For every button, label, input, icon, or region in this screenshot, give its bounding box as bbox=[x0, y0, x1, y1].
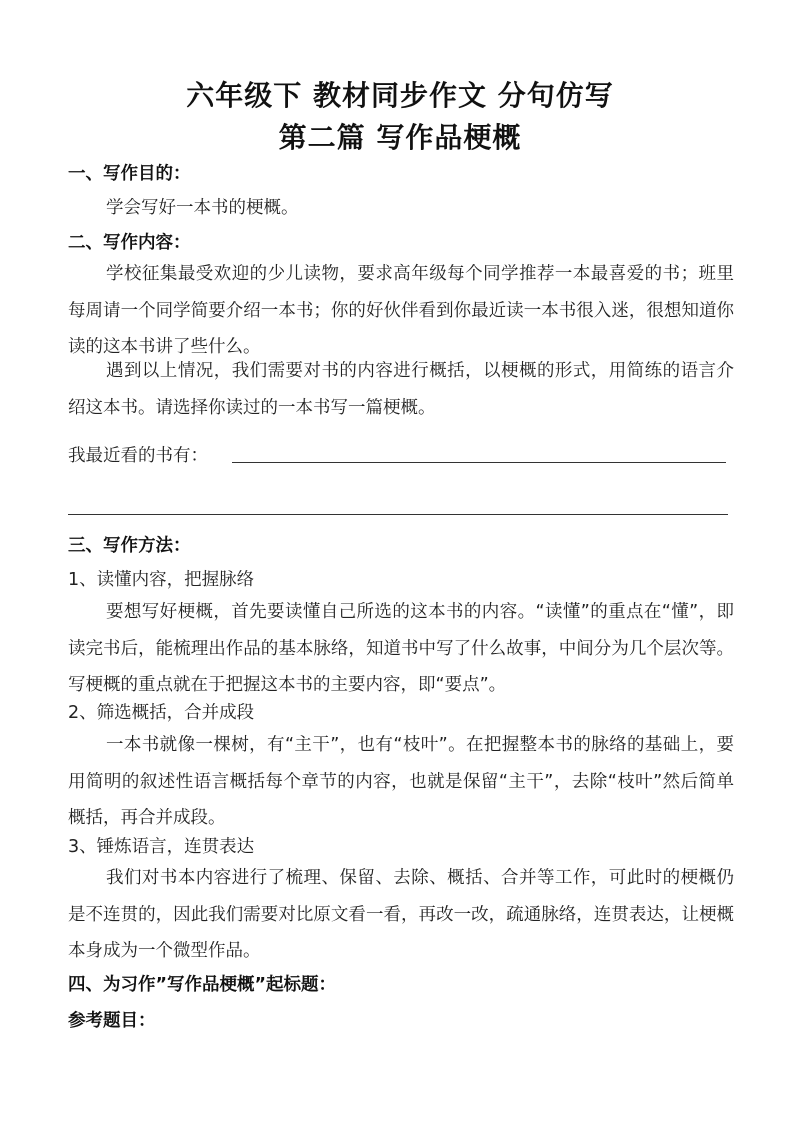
fill-in-blank-line-2[interactable] bbox=[68, 514, 728, 515]
section2-paragraph-2: 遇到以上情况，我们需要对书的内容进行概括，以梗概的形式，用简练的语言介绍这本书。请选择你读过的一本书写一篇梗概。 bbox=[68, 361, 734, 418]
section1-text: 学会写好一本书的梗概。 bbox=[106, 198, 299, 218]
section1-heading: 一、写作目的： bbox=[68, 164, 191, 184]
section2-heading: 二、写作内容： bbox=[68, 233, 191, 253]
section4-heading: 四、为习作”写作品梗概”起标题： bbox=[68, 975, 337, 995]
method-2-text: 一本书就像一棵树，有“主干”，也有“枝叶”。在把握整本书的脉络的基础上，要用简明的叙述性语言概括每个章节的内容，也就是保留“主干”，去除“枝叶”然后简单概括，再合并成段。 bbox=[68, 735, 734, 828]
method-1-title: 1、读懂内容，把握脉络 bbox=[68, 570, 255, 590]
method-1-text: 要想写好梗概，首先要读懂自己所选的这本书的内容。“读懂”的重点在“懂”，即读完书后，能梳理出作品的基本脉络，知道书中写了什么故事，中间分为几个层次等。写梗概的重点就在于把握这本书的主要内容，即“要点”。 bbox=[68, 602, 734, 695]
fill-in-blank-line-1[interactable] bbox=[232, 462, 726, 463]
document-subtitle: 第二篇 写作品梗概 bbox=[278, 121, 522, 154]
fill-in-label: 我最近看的书有： bbox=[68, 446, 208, 466]
reference-titles-label: 参考题目： bbox=[68, 1011, 156, 1031]
section3-heading: 三、写作方法： bbox=[68, 536, 191, 556]
method-3-text: 我们对书本内容进行了梳理、保留、去除、概括、合并等工作，可此时的梗概仍是不连贯的，因此我们需要对比原文看一看，再改一改，疏通脉络，连贯表达，让梗概本身成为一个微型作品。 bbox=[68, 868, 734, 961]
method-3-title: 3、锤炼语言，连贯表达 bbox=[68, 837, 255, 857]
document-title: 六年级下 教材同步作文 分句仿写 bbox=[186, 79, 614, 112]
method-2-title: 2、筛选概括，合并成段 bbox=[68, 703, 255, 723]
section2-paragraph-1: 学校征集最受欢迎的少儿读物，要求高年级每个同学推荐一本最喜爱的书；班里每周请一个同学简要介绍一本书；你的好伙伴看到你最近读一本书很入迷，很想知道你读的这本书讲了些什么。 bbox=[68, 264, 734, 357]
